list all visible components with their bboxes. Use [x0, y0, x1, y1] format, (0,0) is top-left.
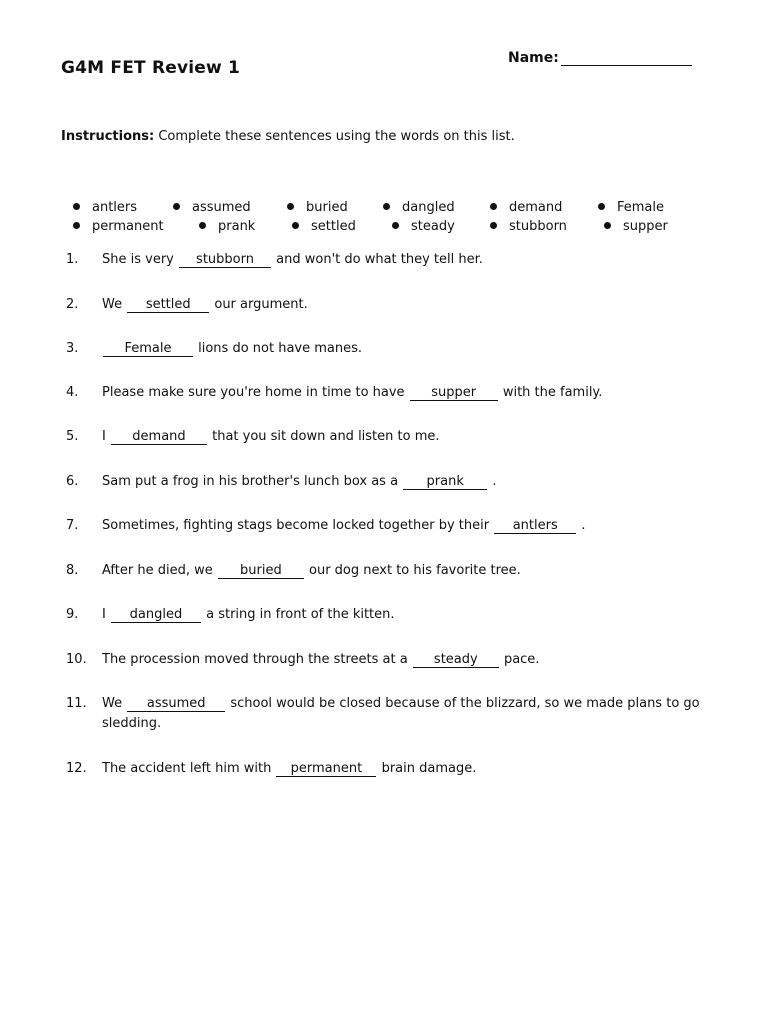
- instructions-label: Instructions:: [61, 129, 155, 144]
- word-bank-item: [287, 200, 348, 215]
- question-text-after: brain damage.: [377, 761, 477, 776]
- question-number: 8.: [66, 563, 79, 578]
- question-text-before: Sam put a frog in his brother's lunch box as a: [102, 474, 403, 489]
- answer-blank[interactable]: settled: [127, 297, 209, 313]
- worksheet-title: G4M FET Review 1: [61, 58, 241, 78]
- bullet-icon: [383, 203, 390, 210]
- word-bank-item: [490, 219, 567, 234]
- question-text-before: I: [102, 607, 110, 622]
- question-number: 1.: [66, 252, 79, 267]
- word-bank-item: [490, 200, 562, 215]
- bullet-icon: [604, 222, 611, 229]
- question-text: [102, 295, 727, 315]
- answer-blank[interactable]: assumed: [127, 696, 225, 712]
- question-number: 6.: [66, 474, 79, 489]
- word-bank-word: supper: [623, 219, 668, 234]
- bullet-icon: [173, 203, 180, 210]
- word-bank-item: [73, 219, 164, 234]
- question-number: 5.: [66, 429, 79, 444]
- word-bank-item: [199, 219, 255, 234]
- question-text-after: pace.: [499, 652, 540, 667]
- answer-blank[interactable]: antlers: [494, 518, 576, 534]
- answer-blank[interactable]: demand: [111, 429, 207, 445]
- bullet-icon: [292, 222, 299, 229]
- question-text: [102, 339, 727, 359]
- answer-blank[interactable]: permanent: [276, 761, 376, 777]
- question-text: [102, 250, 727, 270]
- question-text-before: She is very: [102, 252, 179, 267]
- question-text: [102, 427, 727, 447]
- word-bank-word: demand: [509, 200, 563, 215]
- question-text: [102, 650, 727, 670]
- instructions-text: Complete these sentences using the words on this list.: [154, 129, 515, 144]
- word-bank-item: [173, 200, 251, 215]
- word-bank-item: [604, 219, 668, 234]
- answer-blank[interactable]: prank: [403, 474, 487, 490]
- question-number: 2.: [66, 297, 79, 312]
- question-number: 12.: [66, 761, 87, 776]
- answer-blank[interactable]: dangled: [111, 607, 201, 623]
- question-text: [102, 605, 727, 625]
- bullet-icon: [598, 203, 605, 210]
- question-text-after: our argument.: [210, 297, 308, 312]
- word-bank-item: [383, 200, 455, 215]
- bullet-icon: [392, 222, 399, 229]
- word-bank-word: dangled: [402, 200, 455, 215]
- question-text-after: .: [488, 474, 497, 489]
- bullet-icon: [73, 222, 80, 229]
- word-bank-word: permanent: [92, 219, 164, 234]
- question-number: 10.: [66, 652, 87, 667]
- question-text-after: with the family.: [498, 385, 603, 400]
- word-bank-item: [598, 200, 664, 215]
- word-bank-word: buried: [306, 200, 348, 215]
- question-number: 9.: [66, 607, 79, 622]
- word-bank-word: Female: [617, 200, 665, 215]
- question-text-after: and won't do what they tell her.: [272, 252, 483, 267]
- name-field: [508, 50, 692, 66]
- bullet-icon: [73, 203, 80, 210]
- question-text: [102, 759, 727, 779]
- question-text-before: The accident left him with: [102, 761, 276, 776]
- question-text-after: a string in front of the kitten.: [201, 607, 395, 622]
- question-text-before: We: [102, 297, 127, 312]
- bullet-icon: [490, 203, 497, 210]
- question-number: 4.: [66, 385, 79, 400]
- name-blank[interactable]: [561, 51, 692, 66]
- question-text: [102, 516, 727, 536]
- question-text-before: Sometimes, fighting stags become locked together by their: [102, 518, 494, 533]
- word-bank-word: steady: [411, 219, 455, 234]
- question-text: [102, 694, 727, 734]
- word-bank-word: antlers: [92, 200, 138, 215]
- word-bank-word: stubborn: [509, 219, 567, 234]
- question-number: 3.: [66, 341, 79, 356]
- answer-blank[interactable]: supper: [410, 385, 498, 401]
- question-number: 7.: [66, 518, 79, 533]
- question-text-after: our dog next to his favorite tree.: [304, 563, 521, 578]
- question-text: [102, 383, 727, 403]
- answer-blank[interactable]: buried: [218, 563, 304, 579]
- question-text-before: I: [102, 429, 110, 444]
- word-bank-word: assumed: [192, 200, 251, 215]
- question-text-before: Please make sure you're home in time to have: [102, 385, 409, 400]
- word-bank-item: [392, 219, 455, 234]
- word-bank-item: [73, 200, 137, 215]
- question-text-before: We: [102, 696, 127, 711]
- question-text: [102, 472, 727, 492]
- instructions: [61, 129, 515, 144]
- answer-blank[interactable]: Female: [103, 341, 193, 357]
- question-text-after: lions do not have manes.: [194, 341, 363, 356]
- word-bank-word: settled: [311, 219, 356, 234]
- name-label: Name:: [508, 50, 559, 66]
- question-number: 11.: [66, 696, 87, 711]
- question-text: [102, 561, 727, 581]
- question-text-after: that you sit down and listen to me.: [207, 429, 440, 444]
- question-text-before: After he died, we: [102, 563, 217, 578]
- bullet-icon: [490, 222, 497, 229]
- question-text-after: .: [577, 518, 586, 533]
- bullet-icon: [287, 203, 294, 210]
- word-bank-item: [292, 219, 356, 234]
- question-text-before: The procession moved through the streets at a: [102, 652, 412, 667]
- answer-blank[interactable]: stubborn: [179, 252, 271, 268]
- bullet-icon: [199, 222, 206, 229]
- word-bank-word: prank: [218, 219, 256, 234]
- question-text-after: school would be closed because of the blizzard, so we made plans to go sledding.: [102, 696, 700, 731]
- answer-blank[interactable]: steady: [413, 652, 499, 668]
